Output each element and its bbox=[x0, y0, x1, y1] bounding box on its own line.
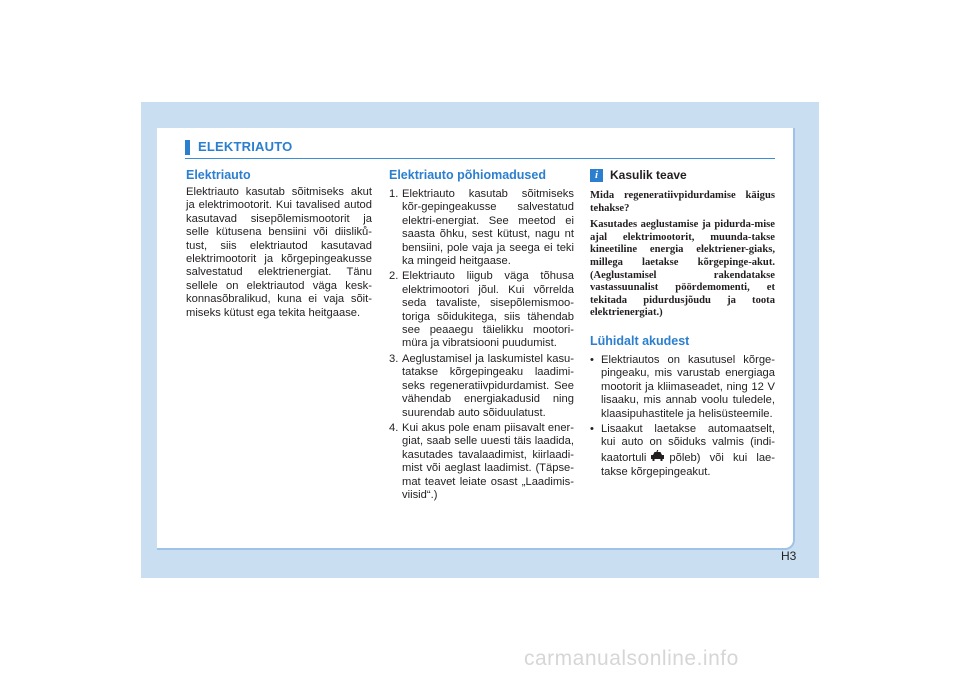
list-item: 2. Elektriauto liigub väga tõhusa elektrimootori jõul. Kui võrrelda seda tavaliste, sisepõlemismoo-toriga sõidukitega, siis tähendab see peaaegu täielikku mootori-müra ja vibratsiooni puudumist. bbox=[389, 270, 574, 350]
column-1 bbox=[186, 168, 372, 320]
list-item: • Lisaakut laetakse automaatselt, kui auto on sõiduks valmis (indi-kaatortuli põleb) või kui lae-takse kõrgepingeakut. bbox=[590, 422, 775, 479]
info-answer: Kasutades aeglustamise ja pidurda-mise ajal elektrimootorit, muunda-takse kineetiline energia elektriener-giaks, millega laetakse kõrgepinge-akut. (Aeglustamisel rakendatakse vastassuunalist pöördemomenti, et tekitada pidurdusjõudu ja toota elektrienergiat.) bbox=[590, 219, 775, 319]
info-question: Mida regeneratiivpidurdamise käigus tehakse? bbox=[590, 190, 775, 214]
list-item: 4. Kui akus pole enam piisavalt ener-giat, saab selle uuesti täis laadida, kasutades tavalaadimist, kiirlaadi-mist või aeglast laadimist. (Täpse-mat teavet leiate osast „Laadimis-viisid“.) bbox=[389, 421, 574, 501]
heading-batteries: Lühidalt akudest bbox=[590, 333, 690, 348]
watermark: carmanualsonline.info bbox=[524, 647, 739, 670]
list-item: • Elektriautos on kasutusel kõrge-pingeaku, mis varustab energiaga mootorit ja kliimaseadet, ning 12 V lisaaku, mis annab voolu tuledele, klaasipuhastitele ja helisüsteemile. bbox=[590, 353, 775, 420]
info-title: Kasulik teave bbox=[610, 168, 687, 182]
column-3 bbox=[590, 168, 775, 482]
list-item: 3. Aeglustamisel ja laskumistel kasu-tatakse kõrgepingeaku laadimi-seks regeneratiivpidurdamist. See vähendab energiakadusid ning suurendab auto sõiduulatust. bbox=[389, 352, 574, 419]
heading-elektriauto: Elektriauto bbox=[186, 168, 251, 182]
heading-features: Elektriauto põhiomadused bbox=[389, 168, 546, 182]
info-icon: i bbox=[590, 169, 603, 182]
ready-indicator-icon bbox=[649, 450, 666, 466]
section-header bbox=[185, 138, 775, 159]
section-marker bbox=[185, 140, 190, 155]
battery-list bbox=[590, 354, 775, 480]
section-title: ELEKTRIAUTO bbox=[198, 139, 293, 154]
feature-list bbox=[389, 188, 574, 502]
intro-paragraph: Elektriauto kasutab sõitmiseks akut ja elektrimootorit. Kui tavalised autod kasutavad sisepõlemismootorit ja selle kütusena bensiini või diisliků-tust, siis elektriautod kasutavad elektrimootorit ja kõrgepingeakusse salvestatud elektrienergiat. Tänu sellele on elektriautod väga kesk-konnasõbralikud, kuna ei vaja sõit-miseks kütust ega tekita heitgaase. bbox=[186, 186, 372, 319]
page-number: H3 bbox=[781, 549, 797, 563]
list-item: 1. Elektriauto kasutab sõitmiseks kõr-gepingeakusse salvestatud elektri-energiat. See meetod ei saasta õhku, sest kütust, nagu nt bensiini, pole vaja ja seega ei teki ka mingeid heitgaase. bbox=[389, 188, 574, 268]
column-2 bbox=[389, 168, 574, 504]
info-header bbox=[590, 168, 775, 182]
